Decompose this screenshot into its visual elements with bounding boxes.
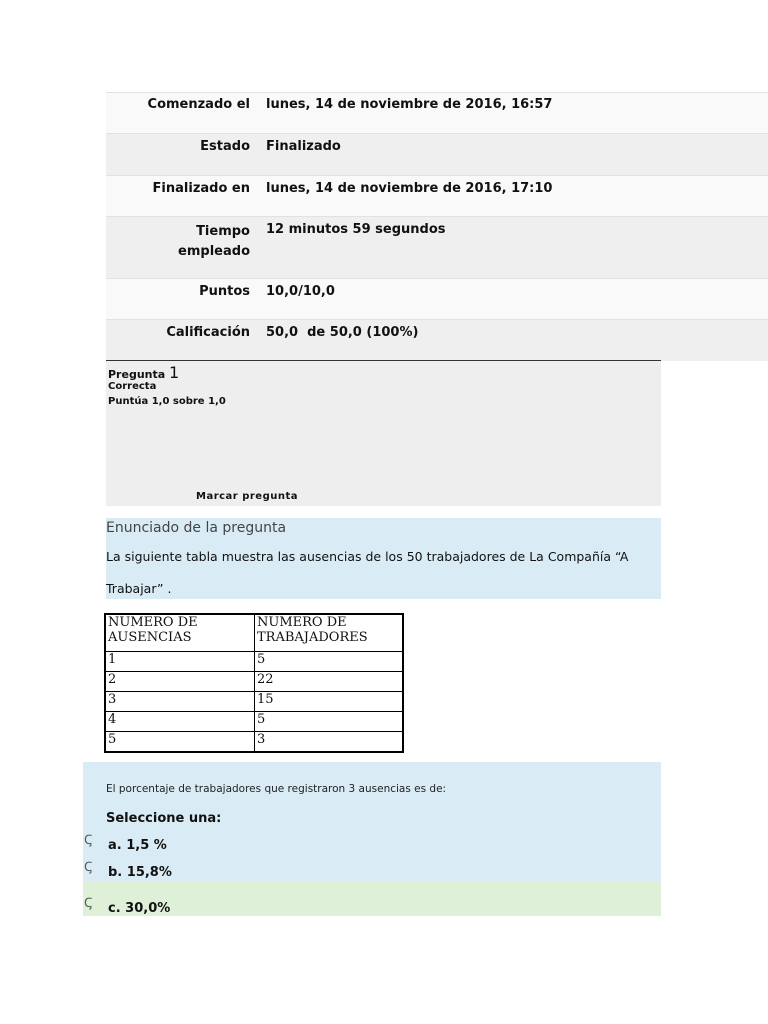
summary-label-line1: Tiempo xyxy=(196,224,250,239)
column-header-line: AUSENCIAS xyxy=(108,630,192,645)
summary-row-state xyxy=(106,134,768,176)
summary-value: 12 minutos 59 segundos xyxy=(266,222,446,237)
question-grade: Puntúa 1,0 sobre 1,0 xyxy=(108,396,226,407)
question-number-value: 1 xyxy=(169,363,180,382)
column-header-line: TRABAJADORES xyxy=(257,630,368,645)
table-cell: 3 xyxy=(105,692,255,712)
column-header-absences xyxy=(105,614,255,652)
summary-row-time-taken xyxy=(106,217,768,279)
summary-value: Finalizado xyxy=(266,139,341,154)
answer-prompt: El porcentaje de trabajadores que registraron 3 ausencias es de: xyxy=(106,783,447,795)
select-one-label: Seleccione una: xyxy=(106,811,222,826)
summary-label-line2: empleado xyxy=(178,244,250,259)
table-row xyxy=(105,672,403,692)
summary-label xyxy=(106,217,258,279)
question-text-line: Trabajar” . xyxy=(106,581,172,596)
summary-row-points xyxy=(106,279,768,320)
absences-table xyxy=(104,613,404,753)
table-row xyxy=(105,652,403,672)
attempt-summary-table xyxy=(106,92,768,361)
summary-row-finished xyxy=(106,176,768,217)
summary-row-started xyxy=(106,93,768,134)
table-cell: 5 xyxy=(255,652,404,672)
question-state: Correcta xyxy=(108,381,157,392)
table-cell: 4 xyxy=(105,712,255,732)
table-row xyxy=(105,692,403,712)
radio-icon[interactable]: Ꞔ xyxy=(84,896,93,911)
summary-value: lunes, 14 de noviembre de 2016, 16:57 xyxy=(266,97,553,112)
table-cell: 15 xyxy=(255,692,404,712)
question-info xyxy=(106,360,661,506)
question-text-line: La siguiente tabla muestra las ausencias de los 50 trabajadores de La Compañía “A xyxy=(106,549,629,564)
flag-question-link[interactable]: Marcar pregunta xyxy=(196,491,299,502)
table-cell: 22 xyxy=(255,672,404,692)
table-cell: 2 xyxy=(105,672,255,692)
table-cell: 5 xyxy=(255,712,404,732)
summary-label: Comenzado el xyxy=(147,97,250,112)
column-header-line: NUMERO DE xyxy=(108,615,198,630)
table-row xyxy=(105,712,403,732)
table-cell: 5 xyxy=(105,732,255,753)
table-row xyxy=(105,732,403,753)
summary-row-grade xyxy=(106,320,768,361)
summary-label: Puntos xyxy=(199,284,250,299)
table-cell: 3 xyxy=(255,732,404,753)
table-header-row xyxy=(105,614,403,652)
column-header-workers xyxy=(255,614,404,652)
question-prefix: Pregunta xyxy=(108,368,166,381)
summary-value: lunes, 14 de noviembre de 2016, 17:10 xyxy=(266,181,553,196)
radio-icon[interactable]: Ꞔ xyxy=(84,833,93,848)
question-text xyxy=(106,518,661,599)
column-header-line: NÚMERO DE xyxy=(257,615,347,630)
answer-option-label[interactable]: b. 15,8% xyxy=(108,865,172,880)
answer-option-label[interactable]: c. 30,0% xyxy=(108,901,171,916)
question-text-heading: Enunciado de la pregunta xyxy=(106,520,287,536)
table-cell: 1 xyxy=(105,652,255,672)
answer-option-label[interactable]: a. 1,5 % xyxy=(108,838,167,853)
summary-label: Estado xyxy=(200,139,250,154)
radio-icon[interactable]: Ꞔ xyxy=(84,860,93,875)
answer-area xyxy=(106,762,661,882)
question-number xyxy=(108,363,179,382)
summary-label: Calificación xyxy=(166,325,250,340)
summary-label: Finalizado en xyxy=(152,181,250,196)
summary-value: 10,0/10,0 xyxy=(266,284,335,299)
summary-value: 50,0 de 50,0 (100%) xyxy=(266,325,419,340)
